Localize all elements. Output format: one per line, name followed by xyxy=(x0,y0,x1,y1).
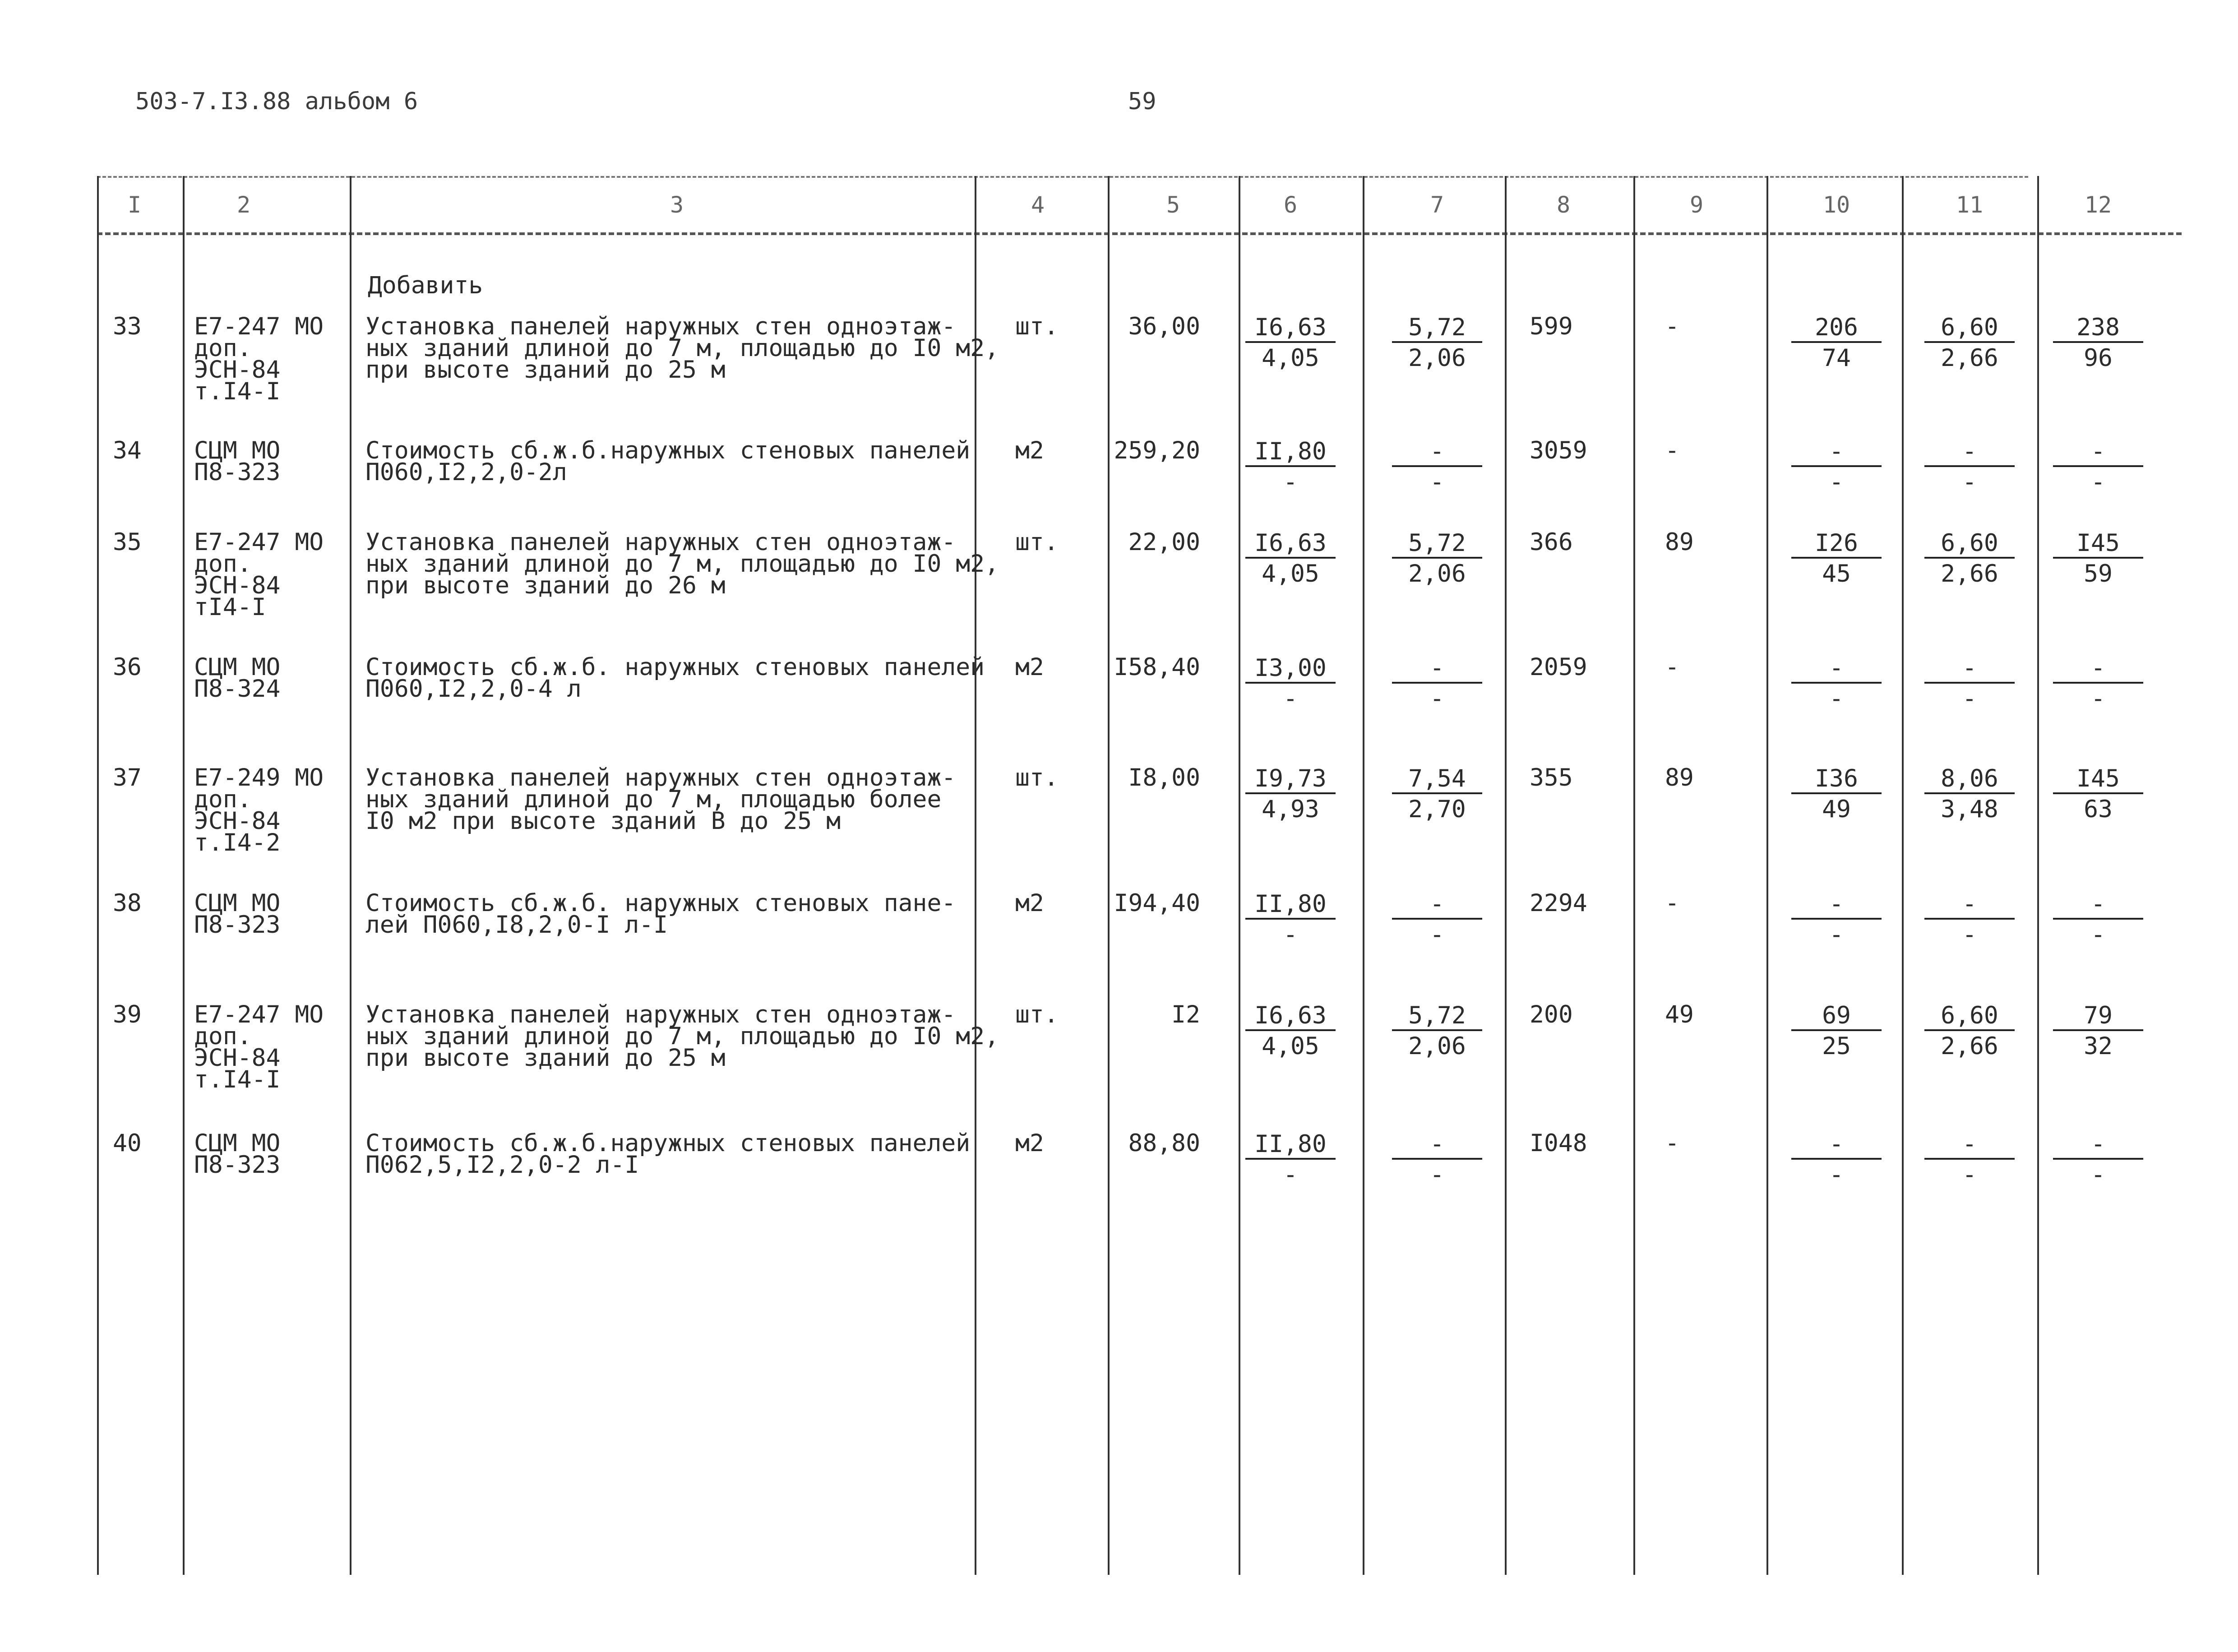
unit-cost-fraction-numerator: II,80 xyxy=(1245,893,1336,920)
unit-cost-fraction-numerator: II,80 xyxy=(1245,440,1336,467)
work-description-line: ных зданий длиной до 7 м, площадью до I0 м2, xyxy=(365,550,999,578)
column-number: 6 xyxy=(1283,192,1298,218)
column-12-fraction-denominator: - xyxy=(2091,921,2105,949)
column-11-fraction-denominator: 2,66 xyxy=(1941,560,1998,588)
norm-code-line: СЦМ МО xyxy=(194,1129,281,1157)
column-number: 7 xyxy=(1430,192,1444,218)
unit-cost-fraction xyxy=(1245,890,1336,949)
column-10-fraction xyxy=(1791,654,1882,713)
work-description-line: П060,I2,2,0-4 л xyxy=(365,675,582,703)
column-rule xyxy=(975,176,976,1575)
unit-cost-machines-fraction-numerator: - xyxy=(1392,893,1482,920)
norm-code-line: СЦМ МО xyxy=(194,889,281,917)
work-description-line: I0 м2 при высоте зданий В до 25 м xyxy=(365,807,841,835)
column-11-fraction-denominator: 2,66 xyxy=(1941,1032,1998,1060)
unit-cost-machines-fraction-numerator: 5,72 xyxy=(1392,532,1482,559)
column-11-fraction-numerator: - xyxy=(1924,657,2015,684)
unit-cost-fraction-denominator: 4,05 xyxy=(1262,344,1319,372)
unit-cost-machines-fraction-numerator: - xyxy=(1392,440,1482,467)
column-10-fraction-denominator: 25 xyxy=(1822,1032,1851,1060)
unit-cost-fraction xyxy=(1245,1130,1336,1189)
column-12-fraction-numerator: I45 xyxy=(2053,532,2143,559)
quantity: 88,80 xyxy=(1128,1129,1200,1157)
norm-code-line: т.I4-I xyxy=(194,378,281,405)
total-cost: 3059 xyxy=(1530,437,1587,464)
unit-cost-machines-fraction xyxy=(1392,767,1482,821)
section-label: Добавить xyxy=(368,272,483,299)
norm-code-line: ЭСН-84 xyxy=(194,1044,281,1072)
total-cost: 599 xyxy=(1530,313,1573,340)
unit-cost-fraction-denominator: - xyxy=(1283,685,1298,713)
column-rule xyxy=(97,176,99,1575)
work-description-line: ных зданий длиной до 7 м, площадью до I0 м2, xyxy=(365,334,999,362)
column-10-fraction xyxy=(1791,890,1882,949)
column-11-fraction-numerator: 8,06 xyxy=(1924,767,2015,794)
column-10-fraction xyxy=(1791,440,1882,494)
column-12-fraction xyxy=(2053,316,2143,370)
column-12-fraction xyxy=(2053,1130,2143,1189)
column-number: 10 xyxy=(1822,192,1850,218)
unit-cost-fraction-numerator: II,80 xyxy=(1245,1133,1336,1160)
unit-cost-machines-fraction xyxy=(1392,890,1482,949)
column-11-fraction-denominator: - xyxy=(1962,685,1977,713)
norm-code-line: СЦМ МО xyxy=(194,653,281,681)
norm-code-line: Е7-247 МО xyxy=(194,1001,324,1028)
column-11-fraction-denominator: 3,48 xyxy=(1941,796,1998,823)
unit-cost-machines-fraction-denominator: - xyxy=(1430,1161,1444,1189)
column-rule xyxy=(1633,176,1635,1575)
column-rule xyxy=(1766,176,1768,1575)
unit-cost-machines-fraction-numerator: - xyxy=(1392,1133,1482,1160)
unit-of-measure: шт. xyxy=(1015,764,1059,791)
work-description-line: Установка панелей наружных стен одноэтаж- xyxy=(365,1001,956,1028)
column-11-fraction xyxy=(1924,767,2015,821)
unit-cost-machines-fraction xyxy=(1392,316,1482,370)
column-10-fraction-numerator: - xyxy=(1791,657,1882,684)
unit-of-measure: м2 xyxy=(1015,437,1044,464)
quantity: 22,00 xyxy=(1128,528,1200,556)
norm-code-line: П8-323 xyxy=(194,911,281,939)
norm-code-line: ЭСН-84 xyxy=(194,807,281,835)
work-description-line: Стоимость сб.ж.б.наружных стеновых панелей xyxy=(365,437,971,464)
column-11-fraction-numerator: - xyxy=(1924,893,2015,920)
column-number: 9 xyxy=(1689,192,1704,218)
column-10-fraction xyxy=(1791,1004,1882,1058)
unit-of-measure: м2 xyxy=(1015,1129,1044,1157)
unit-cost-fraction-numerator: I6,63 xyxy=(1245,532,1336,559)
norm-code-line: Е7-249 МО xyxy=(194,764,324,791)
unit-cost-fraction-numerator: I6,63 xyxy=(1245,316,1336,343)
column-11-fraction-numerator: 6,60 xyxy=(1924,316,2015,343)
column-12-fraction xyxy=(2053,1004,2143,1058)
column-12-fraction-numerator: - xyxy=(2053,1133,2143,1160)
unit-cost-machines-fraction-numerator: 5,72 xyxy=(1392,1004,1482,1031)
work-description-line: при высоте зданий до 25 м xyxy=(365,1044,726,1072)
row-number: 34 xyxy=(113,437,142,464)
column-12-fraction-numerator: - xyxy=(2053,657,2143,684)
column-10-fraction xyxy=(1791,1130,1882,1189)
unit-cost-machines-fraction xyxy=(1392,1130,1482,1189)
work-description-line: при высоте зданий до 25 м xyxy=(365,356,726,384)
column-10-fraction-denominator: - xyxy=(1829,921,1844,949)
unit-cost-fraction-denominator: 4,93 xyxy=(1262,796,1319,823)
column-10-fraction xyxy=(1791,316,1882,370)
column-12-fraction-denominator: 96 xyxy=(2084,344,2113,372)
work-description-line: П062,5,I2,2,0-2 л-I xyxy=(365,1151,639,1179)
column-12-fraction-denominator: 59 xyxy=(2084,560,2113,588)
unit-cost-fraction xyxy=(1245,767,1336,821)
column-number: 12 xyxy=(2084,192,2112,218)
work-description-line: ных зданий длиной до 7 м, площадью более xyxy=(365,786,942,813)
column-11-fraction xyxy=(1924,316,2015,370)
row-number: 40 xyxy=(113,1129,142,1157)
column-number: 8 xyxy=(1556,192,1571,218)
unit-of-measure: шт. xyxy=(1015,528,1059,556)
column-11-fraction-denominator: 2,66 xyxy=(1941,344,1998,372)
column-10-fraction-numerator: - xyxy=(1791,893,1882,920)
table-top-rule xyxy=(97,176,2028,178)
column-9-value: 49 xyxy=(1665,1001,1694,1028)
column-11-fraction-numerator: - xyxy=(1924,440,2015,467)
quantity: I94,40 xyxy=(1114,889,1200,917)
column-12-fraction-numerator: - xyxy=(2053,893,2143,920)
column-12-fraction-denominator: - xyxy=(2091,468,2105,496)
unit-cost-fraction-denominator: 4,05 xyxy=(1262,560,1319,588)
column-number: 2 xyxy=(236,192,251,218)
total-cost: 2059 xyxy=(1530,653,1587,681)
column-11-fraction xyxy=(1924,890,2015,949)
column-10-fraction-numerator: 206 xyxy=(1791,316,1882,343)
unit-cost-fraction-numerator: I6,63 xyxy=(1245,1004,1336,1031)
norm-code-line: СЦМ МО xyxy=(194,437,281,464)
header-separator-rule xyxy=(97,232,2182,235)
row-number: 37 xyxy=(113,764,142,791)
work-description-line: Установка панелей наружных стен одноэтаж- xyxy=(365,528,956,556)
column-number: 4 xyxy=(1031,192,1045,218)
norm-code-line: т.I4-2 xyxy=(194,829,281,856)
norm-code-line: ЭСН-84 xyxy=(194,572,281,599)
work-description-line: П060,I2,2,0-2л xyxy=(365,458,567,486)
work-description-line: Стоимость сб.ж.б. наружных стеновых панелей xyxy=(365,653,985,681)
unit-cost-machines-fraction-denominator: - xyxy=(1430,921,1444,949)
unit-cost-machines-fraction-denominator: 2,06 xyxy=(1408,1032,1466,1060)
total-cost: 366 xyxy=(1530,528,1573,556)
column-10-fraction-denominator: - xyxy=(1829,685,1844,713)
column-11-fraction xyxy=(1924,529,2015,588)
column-rule xyxy=(350,176,351,1575)
column-11-fraction-numerator: 6,60 xyxy=(1924,1004,2015,1031)
unit-of-measure: шт. xyxy=(1015,313,1059,340)
column-10-fraction-numerator: I26 xyxy=(1791,532,1882,559)
column-11-fraction-numerator: - xyxy=(1924,1133,2015,1160)
unit-cost-machines-fraction xyxy=(1392,654,1482,713)
column-12-fraction-numerator: 79 xyxy=(2053,1004,2143,1031)
column-12-fraction-denominator: - xyxy=(2091,685,2105,713)
unit-cost-machines-fraction-denominator: 2,06 xyxy=(1408,344,1466,372)
column-rule xyxy=(1363,176,1364,1575)
row-number: 36 xyxy=(113,653,142,681)
column-10-fraction xyxy=(1791,529,1882,588)
column-10-fraction-denominator: 49 xyxy=(1822,796,1851,823)
norm-code-line: доп. xyxy=(194,550,252,578)
norm-code-line: П8-324 xyxy=(194,675,281,703)
unit-of-measure: м2 xyxy=(1015,889,1044,917)
unit-cost-fraction-denominator: - xyxy=(1283,921,1298,949)
column-9-value: 89 xyxy=(1665,528,1694,556)
norm-code-line: Е7-247 МО xyxy=(194,313,324,340)
column-9-value: - xyxy=(1665,437,1679,464)
column-12-fraction-numerator: 238 xyxy=(2053,316,2143,343)
column-10-fraction-numerator: - xyxy=(1791,440,1882,467)
column-11-fraction xyxy=(1924,440,2015,494)
norm-code-line: П8-323 xyxy=(194,1151,281,1179)
unit-cost-machines-fraction-numerator: 5,72 xyxy=(1392,316,1482,343)
row-number: 35 xyxy=(113,528,142,556)
document-reference: 503-7.I3.88 альбом 6 xyxy=(135,88,418,115)
column-10-fraction-denominator: - xyxy=(1829,468,1844,496)
quantity: I58,40 xyxy=(1114,653,1200,681)
total-cost: 355 xyxy=(1530,764,1573,791)
column-12-fraction-numerator: - xyxy=(2053,440,2143,467)
norm-code-line: доп. xyxy=(194,786,252,813)
row-number: 33 xyxy=(113,313,142,340)
column-rule xyxy=(2037,176,2039,1575)
unit-cost-machines-fraction-denominator: 2,06 xyxy=(1408,560,1466,588)
norm-code-line: ЭСН-84 xyxy=(194,356,281,384)
unit-cost-machines-fraction-numerator: - xyxy=(1392,657,1482,684)
norm-code-line: Е7-247 МО xyxy=(194,528,324,556)
column-9-value: - xyxy=(1665,313,1679,340)
work-description-line: при высоте зданий до 26 м xyxy=(365,572,726,599)
norm-code-line: доп. xyxy=(194,1023,252,1050)
column-number: 11 xyxy=(1956,192,1984,218)
unit-of-measure: шт. xyxy=(1015,1001,1059,1028)
unit-cost-machines-fraction xyxy=(1392,1004,1482,1058)
work-description-line: Установка панелей наружных стен одноэтаж- xyxy=(365,764,956,791)
column-12-fraction-numerator: I45 xyxy=(2053,767,2143,794)
column-10-fraction-numerator: I36 xyxy=(1791,767,1882,794)
column-11-fraction-denominator: - xyxy=(1962,468,1977,496)
column-12-fraction xyxy=(2053,654,2143,713)
column-11-fraction xyxy=(1924,1130,2015,1189)
unit-cost-fraction-denominator: - xyxy=(1283,468,1298,496)
column-10-fraction-numerator: - xyxy=(1791,1133,1882,1160)
norm-code-line: т.I4-I xyxy=(194,1066,281,1093)
norm-code-line: П8-323 xyxy=(194,458,281,486)
quantity: I8,00 xyxy=(1128,764,1200,791)
total-cost: I048 xyxy=(1530,1129,1587,1157)
column-9-value: - xyxy=(1665,889,1679,917)
column-10-fraction-denominator: 74 xyxy=(1822,344,1851,372)
work-description-line: Установка панелей наружных стен одноэтаж- xyxy=(365,313,956,340)
page-number: 59 xyxy=(1128,88,1156,115)
column-9-value: 89 xyxy=(1665,764,1694,791)
unit-cost-machines-fraction-denominator: 2,70 xyxy=(1408,796,1466,823)
unit-cost-machines-fraction-denominator: - xyxy=(1430,685,1444,713)
column-9-value: - xyxy=(1665,653,1679,681)
total-cost: 2294 xyxy=(1530,889,1587,917)
column-rule xyxy=(1902,176,1904,1575)
column-10-fraction-numerator: 69 xyxy=(1791,1004,1882,1031)
norm-code-line: тI4-I xyxy=(194,593,266,621)
column-11-fraction-numerator: 6,60 xyxy=(1924,532,2015,559)
column-12-fraction xyxy=(2053,767,2143,821)
column-rule xyxy=(1505,176,1507,1575)
column-rule xyxy=(1239,176,1240,1575)
row-number: 39 xyxy=(113,1001,142,1028)
column-12-fraction-denominator: 32 xyxy=(2084,1032,2113,1060)
unit-cost-fraction-denominator: - xyxy=(1283,1161,1298,1189)
quantity: 36,00 xyxy=(1128,313,1200,340)
unit-cost-fraction xyxy=(1245,1004,1336,1058)
column-10-fraction-denominator: - xyxy=(1829,1161,1844,1189)
column-11-fraction xyxy=(1924,654,2015,713)
quantity: I2 xyxy=(1171,1001,1200,1028)
column-number: 5 xyxy=(1166,192,1180,218)
column-11-fraction xyxy=(1924,1004,2015,1058)
column-12-fraction-denominator: 63 xyxy=(2084,796,2113,823)
unit-cost-machines-fraction xyxy=(1392,440,1482,494)
column-12-fraction xyxy=(2053,529,2143,588)
column-11-fraction-denominator: - xyxy=(1962,921,1977,949)
unit-cost-fraction-numerator: I9,73 xyxy=(1245,767,1336,794)
column-9-value: - xyxy=(1665,1129,1679,1157)
column-rule xyxy=(183,176,185,1575)
column-11-fraction-denominator: - xyxy=(1962,1161,1977,1189)
unit-cost-machines-fraction-denominator: - xyxy=(1430,468,1444,496)
work-description-line: Стоимость сб.ж.б.наружных стеновых панелей xyxy=(365,1129,971,1157)
column-10-fraction xyxy=(1791,767,1882,821)
column-12-fraction xyxy=(2053,440,2143,494)
unit-cost-fraction xyxy=(1245,654,1336,713)
unit-cost-machines-fraction xyxy=(1392,529,1482,588)
column-10-fraction-denominator: 45 xyxy=(1822,560,1851,588)
unit-cost-fraction-numerator: I3,00 xyxy=(1245,657,1336,684)
norm-code-line: доп. xyxy=(194,334,252,362)
unit-cost-machines-fraction-numerator: 7,54 xyxy=(1392,767,1482,794)
work-description-line: Стоимость сб.ж.б. наружных стеновых пане- xyxy=(365,889,956,917)
column-number: I xyxy=(127,192,142,218)
total-cost: 200 xyxy=(1530,1001,1573,1028)
work-description-line: лей П060,I8,2,0-I л-I xyxy=(365,911,668,939)
unit-cost-fraction xyxy=(1245,316,1336,370)
column-12-fraction xyxy=(2053,890,2143,949)
row-number: 38 xyxy=(113,889,142,917)
column-12-fraction-denominator: - xyxy=(2091,1161,2105,1189)
column-number: 3 xyxy=(670,192,684,218)
work-description-line: ных зданий длиной до 7 м, площадью до I0 м2, xyxy=(365,1023,999,1050)
unit-cost-fraction-denominator: 4,05 xyxy=(1262,1032,1319,1060)
quantity: 259,20 xyxy=(1114,437,1200,464)
unit-cost-fraction xyxy=(1245,529,1336,588)
column-rule xyxy=(1108,176,1110,1575)
unit-of-measure: м2 xyxy=(1015,653,1044,681)
unit-cost-fraction xyxy=(1245,440,1336,494)
